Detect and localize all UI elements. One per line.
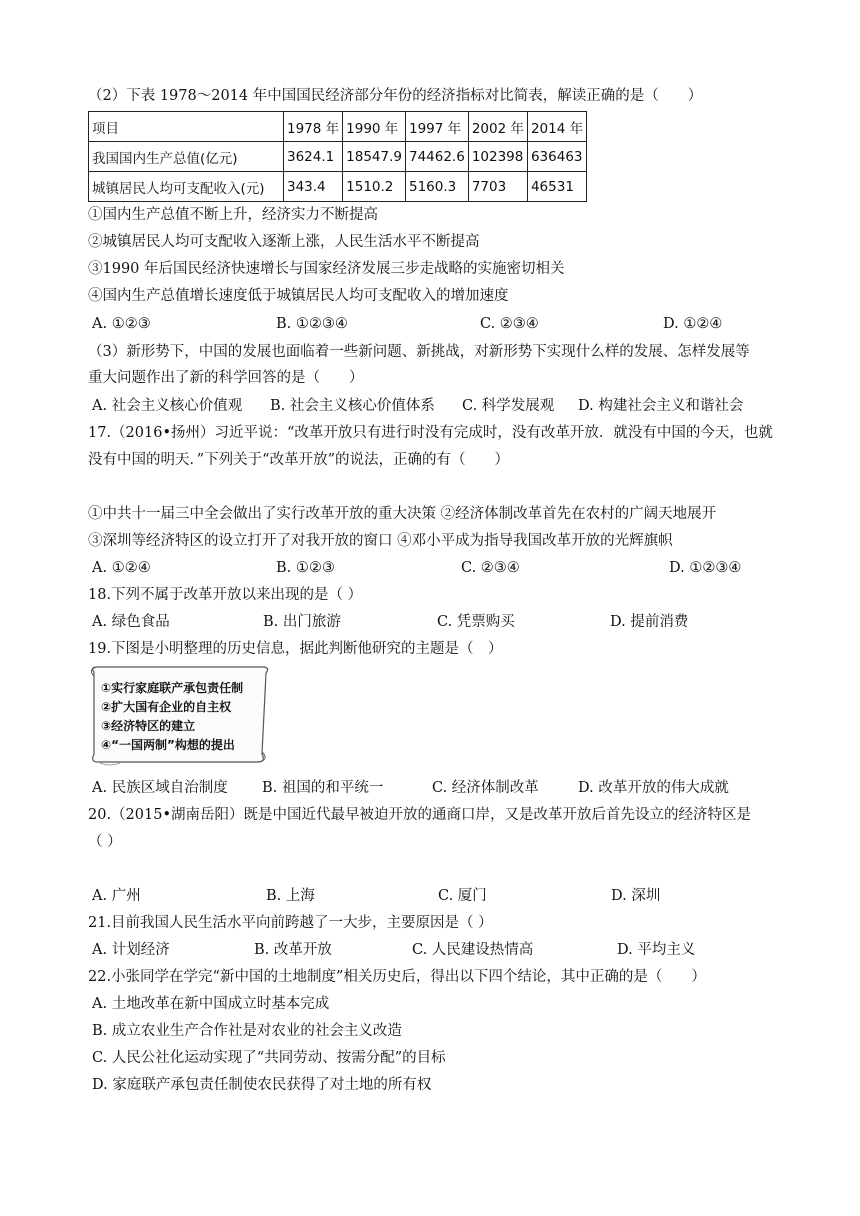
table-cell: 我国国内生产总值(亿元) [89,142,284,172]
option-a[interactable]: A. ①②③ [92,316,151,332]
scroll-item: ④“一国两制”构想的提出 [101,738,235,752]
option-d[interactable]: D. 家庭联产承包责任制使农民获得了对土地的所有权 [92,1077,432,1093]
table-header-cell: 1997 年 [405,112,468,142]
table-row [89,142,587,172]
option-b[interactable]: B. 出门旅游 [263,614,341,630]
table-cell: 7703 [468,172,527,202]
option-c[interactable]: C. 凭票购买 [437,614,515,630]
option-c[interactable]: C. ②③④ [480,316,539,332]
option-b[interactable]: B. 社会主义核心价值体系 [270,398,435,414]
table-cell: 5160.3 [405,172,468,202]
table-header-cell: 1990 年 [343,112,406,142]
option-c[interactable]: C. 经济体制改革 [432,780,539,796]
option-d[interactable]: D. 深圳 [611,888,661,904]
table-header-cell: 1978 年 [284,112,343,142]
q16-sub2-stem: （2）下表 1978～2014 年中国国民经济部分年份的经济指标对比简表，解读正确的是（ ） [88,88,703,104]
option-b[interactable]: B. ①②③④ [276,316,348,332]
table-cell: 46531 [527,172,586,202]
table-cell: 18547.9 [343,142,406,172]
option-d[interactable]: D. 提前消费 [610,614,689,630]
scroll-item: ①实行家庭联产承包责任制 [101,681,244,695]
economy-table [88,111,587,202]
table-cell: 74462.6 [405,142,468,172]
table-header-cell: 2002 年 [468,112,527,142]
option-c[interactable]: C. ②③④ [461,560,520,576]
option-b[interactable]: B. 成立农业生产合作社是对农业的社会主义改造 [92,1023,402,1039]
table-cell: 343.4 [284,172,343,202]
option-c[interactable]: C. 厦门 [438,888,487,904]
option-c[interactable]: C. 科学发展观 [462,398,555,414]
table-header-cell: 项目 [89,112,284,142]
option-c[interactable]: C. 人民公社化运动实现了“共同劳动、按需分配”的目标 [92,1050,446,1066]
option-a[interactable]: A. 土地改革在新中国成立时基本完成 [92,996,330,1012]
q17-statements: ①中共十一届三中全会做出了实行改革开放的重大决策 ②经济体制改革首先在农村的广阔天地展开 [88,506,717,522]
option-d[interactable]: D. 构建社会主义和谐社会 [578,398,744,414]
table-cell: 1510.2 [343,172,406,202]
option-a[interactable]: A. 广州 [92,888,141,904]
option-d[interactable]: D. 平均主义 [617,942,696,958]
q16-statement: ②城镇居民人均可支配收入逐渐上涨，人民生活水平不断提高 [88,234,480,250]
q18-stem: 18.下列不属于改革开放以来出现的是（ ） [88,587,363,603]
table-cell: 636463 [527,142,586,172]
q19-stem: 19.下图是小明整理的历史信息，据此判断他研究的主题是（ ） [88,641,503,657]
option-b[interactable]: B. ①②③ [276,560,335,576]
option-a[interactable]: A. ①②④ [92,560,151,576]
option-b[interactable]: B. 上海 [266,888,315,904]
option-a[interactable]: A. 社会主义核心价值观 [92,398,243,414]
option-a[interactable]: A. 绿色食品 [92,614,170,630]
scroll-item: ③经济特区的建立 [101,719,196,733]
q20-stem: 20.（2015•湖南岳阳）既是中国近代最早被迫开放的通商口岸，又是改革开放后首先设立的经济特区是 [88,807,752,823]
q17-stem: 没有中国的明天．”下列关于“改革开放”的说法，正确的有（ ） [88,452,509,468]
option-a[interactable]: A. 民族区域自治制度 [92,780,228,796]
table-cell: 3624.1 [284,142,343,172]
q16-sub3-stem: （3）新形势下，中国的发展也面临着一些新问题、新挑战，对新形势下实现什么样的发展、怎样发展等 [88,344,750,360]
option-b[interactable]: B. 祖国的和平统一 [262,780,384,796]
table-cell: 102398 [468,142,527,172]
option-b[interactable]: B. 改革开放 [254,942,332,958]
q17-stem: 17.（2016•扬州）习近平说：“改革开放只有进行时没有完成时，没有改革开放．就没有中国的今天，也就 [88,425,773,441]
table-cell: 城镇居民人均可支配收入(元) [89,172,284,202]
option-a[interactable]: A. 计划经济 [92,942,170,958]
q16-statement: ④国内生产总值增长速度低于城镇居民人均可支配收入的增加速度 [88,288,509,304]
q22-stem: 22.小张同学在学完“新中国的土地制度”相关历史后，得出以下四个结论，其中正确的是（ ） [88,969,706,985]
option-d[interactable]: D. ①②③④ [669,560,742,576]
table-row [89,172,587,202]
q16-statement: ①国内生产总值不断上升，经济实力不断提高 [88,207,378,223]
option-d[interactable]: D. 改革开放的伟大成就 [578,780,729,796]
table-header-row [89,112,587,142]
q21-stem: 21.目前我国人民生活水平向前跨越了一大步，主要原因是（ ） [88,915,493,931]
q16-sub3-stem: 重大问题作出了新的科学回答的是（ ） [88,370,364,386]
q17-statements: ③深圳等经济特区的设立打开了对我开放的窗口 ④邓小平成为指导我国改革开放的光辉旗帜 [88,533,673,549]
scroll-item: ②扩大国有企业的自主权 [101,700,232,714]
option-d[interactable]: D. ①②④ [663,316,723,332]
table-header-cell: 2014 年 [527,112,586,142]
q20-stem: （ ） [88,834,122,850]
option-c[interactable]: C. 人民建设热情高 [412,942,534,958]
q16-statement: ③1990 年后国民经济快速增长与国家经济发展三步走战略的实施密切相关 [88,261,565,277]
